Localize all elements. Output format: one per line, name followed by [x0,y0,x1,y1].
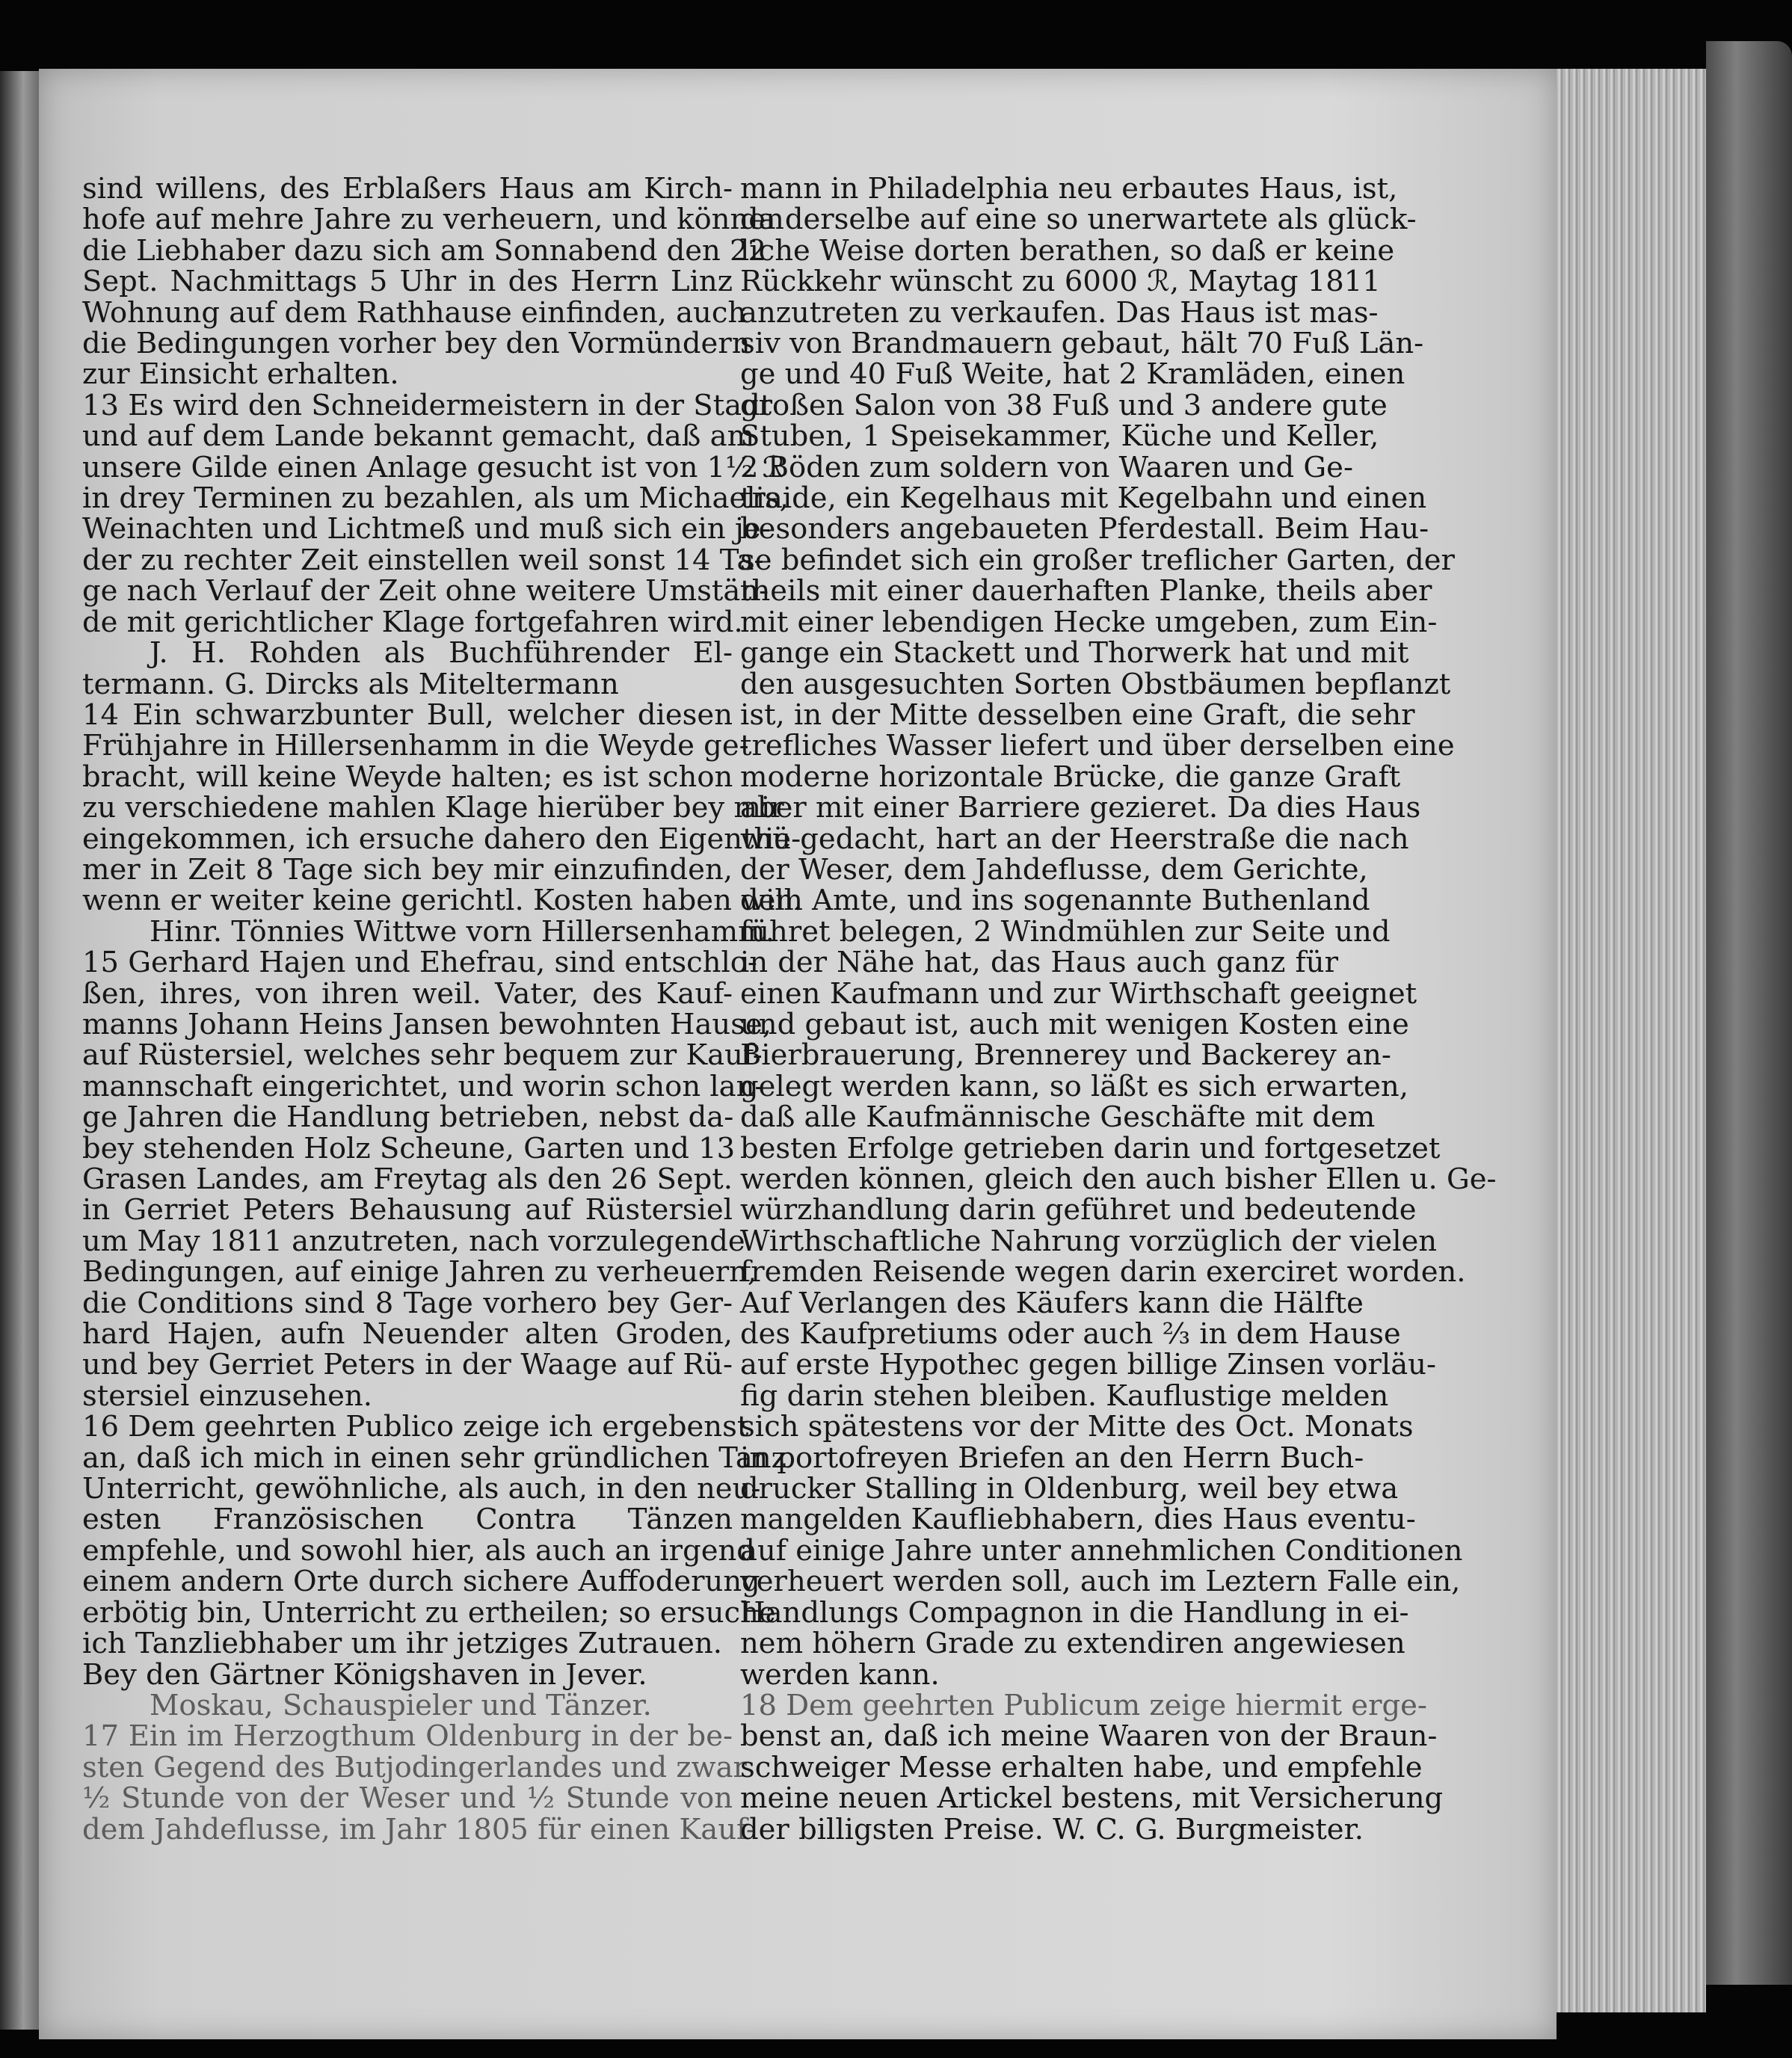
text-line: 16 Dem geehrten Publico zeige ich ergebenst [82,1410,749,1444]
left-text-column [82,172,803,1846]
text-line: und gebaut ist, auch mit wenigen Kosten eine [740,1007,1409,1041]
text-line: anzutreten zu verkaufen. Das Haus ist mas- [740,295,1379,330]
text-line: aber mit einer Barriere gezieret. Da dies Haus [740,791,1421,825]
text-line: de mit gerichtlicher Klage fortgefahren wird. [82,605,743,639]
text-line: sich spätestens vor der Mitte des Oct. Monats [740,1410,1414,1444]
text-line: fig darin stehen bleiben. Kauflustige melden [740,1378,1389,1413]
text-line: ½ Stunde von der Weser und ½ Stunde von [82,1781,733,1816]
text-line: Rückkehr wünscht zu 6000 ℛ, Maytag 1811 [740,265,1381,299]
text-line: eingekommen, ich ersuche dahero den Eigenthü- [82,822,801,856]
text-line: die Liebhaber dazu sich am Sonnabend den 22 [82,233,767,268]
text-line: in drey Terminen zu bezahlen, als um Michaelis, [82,481,789,516]
signature-line: J. H. Rohden als Buchführender El- [150,636,733,671]
text-line: Bedingungen, auf einige Jahren zu verheuern, [82,1255,757,1290]
text-line: da derselbe auf eine so unerwartete als glück- [740,203,1417,237]
text-line: Weinachten und Lichtmeß und muß sich ein je- [82,512,771,546]
text-line: Stuben, 1 Speisekammer, Küche und Keller, [740,419,1379,454]
right-text-column [740,172,1497,1846]
signature-line: der billigsten Preise. W. C. G. Burgmeister. [740,1812,1364,1846]
text-line: unsere Gilde einen Anlage gesucht ist von 1½ ℛ [82,450,786,484]
text-line: 14 Ein schwarzbunter Bull, welcher diesen [82,697,733,732]
text-line: gange ein Stackett und Thorwerk hat und mit [740,636,1409,671]
text-line: 17 Ein im Herzogthum Oldenburg in der be- [82,1719,733,1754]
text-line: liche Weise dorten berathen, so daß er keine [740,233,1395,268]
text-line: wie gedacht, hart an der Heerstraße die nach [740,822,1409,856]
text-line: drucker Stalling in Oldenburg, weil bey etwa [740,1472,1399,1506]
text-line: um May 1811 anzutreten, nach vorzulegende [82,1224,745,1258]
text-line: 13 Es wird den Schneidermeistern in der Stadt [82,388,772,422]
book-cover [1706,41,1792,1985]
text-line: fremden Reisende wegen darin exerciret worden. [740,1255,1466,1290]
text-line: trefliches Wasser liefert und über derselben eine [740,729,1455,763]
text-line: in der Nähe hat, das Haus auch ganz für [740,946,1338,980]
text-line: Auf Verlangen des Käufers kann die Hälfte [740,1286,1364,1320]
text-line: Unterricht, gewöhnliche, als auch, in den neu- [82,1472,761,1506]
text-line: mangelden Kaufliebhabern, dies Haus eventu- [740,1503,1416,1537]
text-line: Grasen Landes, am Freytag als den 26 Sept. [82,1162,733,1196]
text-line: bey stehenden Holz Scheune, Garten und 13 [82,1131,736,1165]
text-line: führet belegen, 2 Windmühlen zur Seite und [740,914,1391,949]
page-block-edges [1557,69,1706,2012]
text-line: Bierbrauerung, Brennerey und Backerey an- [740,1038,1391,1073]
text-line: in portofreyen Briefen an den Herrn Buch- [740,1441,1364,1475]
text-line: ßen, ihres, von ihren weil. Vater, des Kauf- [82,976,733,1011]
text-line: und auf dem Lande bekannt gemacht, daß am [82,419,755,454]
text-line: hofe auf mehre Jahre zu verheuern, und können [82,203,784,237]
text-line: bracht, will keine Weyde halten; es ist schon [82,760,733,794]
text-line: an, daß ich mich in einen sehr gründlichen Tanz [82,1441,786,1475]
text-line: 18 Dem geehrten Publicum zeige hiermit erge- [740,1688,1427,1722]
previous-page-edge [0,71,39,2030]
text-line: traide, ein Kegelhaus mit Kegelbahn und einen [740,481,1427,516]
text-line: erbötig bin, Unterricht zu ertheilen; so ersuche [82,1595,776,1630]
text-line: 15 Gerhard Hajen und Ehefrau, sind entschlo- [82,946,757,980]
text-line: und bey Gerriet Peters in der Waage auf Rü- [82,1348,733,1382]
text-line: den ausgesuchten Sorten Obstbäumen bepflanzt [740,667,1451,701]
text-line: der Weser, dem Jahdeflusse, dem Gerichte, [740,852,1368,887]
text-line: besten Erfolge getrieben darin und fortgesetzet [740,1131,1441,1165]
text-line: empfehle, und sowohl hier, als auch an irgend [82,1533,755,1568]
text-line: verheuert werden soll, auch im Leztern Falle ein, [740,1565,1461,1599]
text-line: zur Einsicht erhalten. [82,357,399,392]
text-line: die Bedingungen vorher bey den Vormündern [82,327,751,361]
text-line: des Kaufpretiums oder auch ⅔ in dem Hause [740,1317,1401,1352]
text-line: ist, in der Mitte desselben eine Graft, die sehr [740,697,1415,732]
text-line: nem höhern Grade zu extendiren angewiesen [740,1627,1405,1661]
text-line: moderne horizontale Brücke, die ganze Graft [740,760,1401,794]
text-line: hard Hajen, aufn Neuender alten Groden, [82,1317,733,1352]
text-line: mer in Zeit 8 Tage sich bey mir einzufinden, [82,852,733,887]
text-line: auf erste Hypothec gegen billige Zinsen vorläu- [740,1348,1436,1382]
text-line: Frühjahre in Hillersenhamm in die Weyde ge- [82,729,749,763]
text-line: die Conditions sind 8 Tage vorhero bey Ger- [82,1286,733,1320]
text-line: sind willens, des Erblaßers Haus am Kirch- [82,172,733,206]
text-line: se befindet sich ein großer treflicher Garten, der [740,543,1455,577]
text-line: würzhandlung darin geführet und bedeutende [740,1193,1417,1227]
text-line: auf einige Jahre unter annehmlichen Conditionen [740,1533,1463,1568]
text-line: ge Jahren die Handlung betrieben, nebst da- [82,1100,734,1135]
text-line: ge und 40 Fuß Weite, hat 2 Kramläden, einen [740,357,1405,392]
signature-line: Hinr. Tönnies Wittwe vorn Hillersenhamm. [150,914,775,949]
text-line: werden können, gleich den auch bisher Ellen u. Ge- [740,1162,1497,1196]
text-line: mann in Philadelphia neu erbautes Haus, ist, [740,172,1398,206]
text-line: der zu rechter Zeit einstellen weil sonst 14 Ta- [82,543,764,577]
text-line: benst an, daß ich meine Waaren von der Braun- [740,1719,1438,1754]
text-line: mit einer lebendigen Hecke umgeben, zum Ein- [740,605,1438,639]
text-line: dem Amte, und ins sogenannte Buthenland [740,884,1370,918]
text-line: in Gerriet Peters Behausung auf Rüstersiel [82,1193,733,1227]
text-line: ich Tanzliebhaber um ihr jetziges Zutrauen. [82,1627,723,1661]
text-line: theils mit einer dauerhaften Planke, theils aber [740,574,1432,609]
text-line: 2 Böden zum soldern von Waaren und Ge- [740,450,1353,484]
text-line: esten Französischen Contra Tänzen [82,1503,733,1537]
text-line: stersiel einzusehen. [82,1378,372,1413]
text-line: daß alle Kaufmännische Geschäfte mit dem [740,1100,1376,1135]
signature-line: Bey den Gärtner Königshaven in Jever. [82,1657,647,1692]
text-line: siv von Brandmauern gebaut, hält 70 Fuß Län- [740,327,1424,361]
text-line: wenn er weiter keine gerichtl. Kosten haben will. [82,884,803,918]
text-line: meine neuen Artickel bestens, mit Versicherung [740,1781,1444,1816]
text-line: besonders angebaueten Pferdestall. Beim Hau- [740,512,1429,546]
text-line: Sept. Nachmittags 5 Uhr in des Herrn Linz [82,265,733,299]
text-line: schweiger Messe erhalten habe, und empfehle [740,1750,1423,1784]
text-line: Handlungs Compagnon in die Handlung in ei- [740,1595,1409,1630]
text-line: einen Kaufmann und zur Wirthschaft geeignet [740,976,1417,1011]
text-line: dem Jahdeflusse, im Jahr 1805 für einen Kauf- [82,1812,756,1846]
text-line: auf Rüstersiel, welches sehr bequem zur Kauf- [82,1038,763,1073]
signature-line: Moskau, Schauspieler und Tänzer. [150,1688,652,1722]
text-line: werden kann. [740,1657,940,1692]
text-line: manns Johann Heins Jansen bewohnten Hause, [82,1007,772,1041]
text-line: gelegt werden kann, so läßt es sich erwarten, [740,1069,1408,1103]
text-line: mannschaft eingerichtet, und worin schon lan- [82,1069,765,1103]
signature-line: termann. G. Dircks als Miteltermann [82,667,619,701]
text-line: Wirthschaftliche Nahrung vorzüglich der vielen [740,1224,1438,1258]
text-line: Wohnung auf dem Rathhause einfinden, auch [82,295,747,330]
text-line: zu verschiedene mahlen Klage hierüber bey mir [82,791,784,825]
text-line: großen Salon von 38 Fuß und 3 andere gute [740,388,1388,422]
text-line: ge nach Verlauf der Zeit ohne weitere Umstän- [82,574,769,609]
text-line: sten Gegend des Butjodingerlandes und zwar [82,1750,747,1784]
text-line: einem andern Orte durch sichere Auffoderung [82,1565,760,1599]
